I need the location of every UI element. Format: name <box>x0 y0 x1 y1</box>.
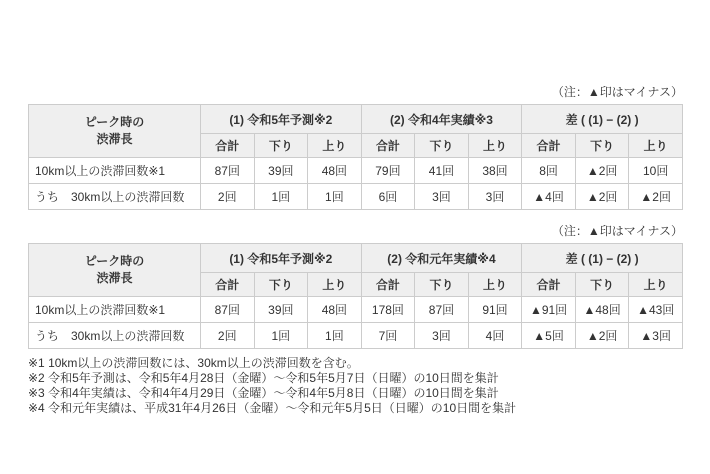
corner-header-line2: 渋滞長 <box>96 271 133 285</box>
minus-legend-note-2: （注：▲印はマイナス） <box>551 224 683 238</box>
cell-value: 87回 <box>201 158 255 184</box>
footnote-2: ※2 令和5年予測は、令和5年4月28日（金曜）～令和5年5月7日（日曜）の10日間を集計 <box>28 371 499 385</box>
cell-value: ▲2回 <box>575 158 629 184</box>
cell-value: ▲91回 <box>522 297 576 323</box>
subheader-up: 上り <box>468 134 522 158</box>
group-header-r5-forecast: (1) 令和5年予測※2 <box>201 105 362 134</box>
cell-value: 87回 <box>201 297 255 323</box>
footnote-1: ※1 10km以上の渋滞回数には、30km以上の渋滞回数を含む。 <box>28 356 359 370</box>
group-header-r5-forecast: (1) 令和5年予測※2 <box>201 244 362 273</box>
footnotes <box>28 356 683 416</box>
cell-value: ▲48回 <box>575 297 629 323</box>
table-row-over-30km <box>29 323 683 349</box>
cell-value: 8回 <box>522 158 576 184</box>
cell-value: 1回 <box>254 323 308 349</box>
subheader-down: 下り <box>575 273 629 297</box>
cell-value: 3回 <box>415 184 469 210</box>
table-row-over-10km <box>29 158 683 184</box>
cell-value: 91回 <box>468 297 522 323</box>
cell-value: ▲43回 <box>629 297 683 323</box>
cell-value: 7回 <box>361 323 415 349</box>
cell-value: 178回 <box>361 297 415 323</box>
cell-value: 79回 <box>361 158 415 184</box>
cell-value: 1回 <box>254 184 308 210</box>
table-row-over-30km <box>29 184 683 210</box>
cell-value: 3回 <box>415 323 469 349</box>
cell-value: 48回 <box>308 297 362 323</box>
cell-value: 39回 <box>254 158 308 184</box>
subheader-up: 上り <box>629 273 683 297</box>
group-header-difference: 差 ( (1) − (2) ) <box>522 244 683 273</box>
corner-header-line2: 渋滞長 <box>96 132 133 146</box>
cell-value: 87回 <box>415 297 469 323</box>
cell-value: 6回 <box>361 184 415 210</box>
cell-value: 4回 <box>468 323 522 349</box>
table-row-over-10km <box>29 297 683 323</box>
subheader-total: 合計 <box>522 134 576 158</box>
cell-value: ▲2回 <box>575 323 629 349</box>
group-header-r4-actual: (2) 令和4年実績※3 <box>361 105 522 134</box>
congestion-table-r5-vs-r1 <box>28 243 683 349</box>
group-header-r1-actual: (2) 令和元年実績※4 <box>361 244 522 273</box>
subheader-total: 合計 <box>201 134 255 158</box>
subheader-up: 上り <box>308 273 362 297</box>
corner-header-line1: ピーク時の <box>84 115 145 129</box>
subheader-up: 上り <box>308 134 362 158</box>
cell-value: 41回 <box>415 158 469 184</box>
cell-value: ▲5回 <box>522 323 576 349</box>
congestion-table-r5-vs-r4 <box>28 104 683 210</box>
minus-legend-note-1: （注：▲印はマイナス） <box>551 85 683 99</box>
row-label-over-30km: うち 30km以上の渋滞回数 <box>29 184 201 210</box>
group-header-row <box>29 105 683 134</box>
corner-header-peak-congestion-length <box>29 244 201 297</box>
subheader-down: 下り <box>575 134 629 158</box>
group-header-row <box>29 244 683 273</box>
subheader-down: 下り <box>415 134 469 158</box>
subheader-down: 下り <box>415 273 469 297</box>
cell-value: 1回 <box>308 184 362 210</box>
cell-value: 3回 <box>468 184 522 210</box>
footnote-4: ※4 令和元年実績は、平成31年4月26日（金曜）～令和元年5月5日（日曜）の10日間を集計 <box>28 401 517 415</box>
cell-value: 38回 <box>468 158 522 184</box>
corner-header-peak-congestion-length <box>29 105 201 158</box>
subheader-down: 下り <box>254 273 308 297</box>
cell-value: 39回 <box>254 297 308 323</box>
cell-value: ▲4回 <box>522 184 576 210</box>
subheader-total: 合計 <box>522 273 576 297</box>
row-label-over-30km: うち 30km以上の渋滞回数 <box>29 323 201 349</box>
cell-value: 48回 <box>308 158 362 184</box>
subheader-total: 合計 <box>361 273 415 297</box>
cell-value: 2回 <box>201 184 255 210</box>
group-header-difference: 差 ( (1) − (2) ) <box>522 105 683 134</box>
subheader-up: 上り <box>629 134 683 158</box>
subheader-up: 上り <box>468 273 522 297</box>
cell-value: ▲3回 <box>629 323 683 349</box>
subheader-down: 下り <box>254 134 308 158</box>
cell-value: ▲2回 <box>575 184 629 210</box>
cell-value: 2回 <box>201 323 255 349</box>
cell-value: ▲2回 <box>629 184 683 210</box>
footnote-3: ※3 令和4年実績は、令和4年4月29日（金曜）～令和4年5月8日（日曜）の10日間を集計 <box>28 386 499 400</box>
corner-header-line1: ピーク時の <box>84 254 145 268</box>
row-label-over-10km: 10km以上の渋滞回数※1 <box>29 297 201 323</box>
cell-value: 10回 <box>629 158 683 184</box>
subheader-total: 合計 <box>201 273 255 297</box>
subheader-total: 合計 <box>361 134 415 158</box>
row-label-over-10km: 10km以上の渋滞回数※1 <box>29 158 201 184</box>
cell-value: 1回 <box>308 323 362 349</box>
